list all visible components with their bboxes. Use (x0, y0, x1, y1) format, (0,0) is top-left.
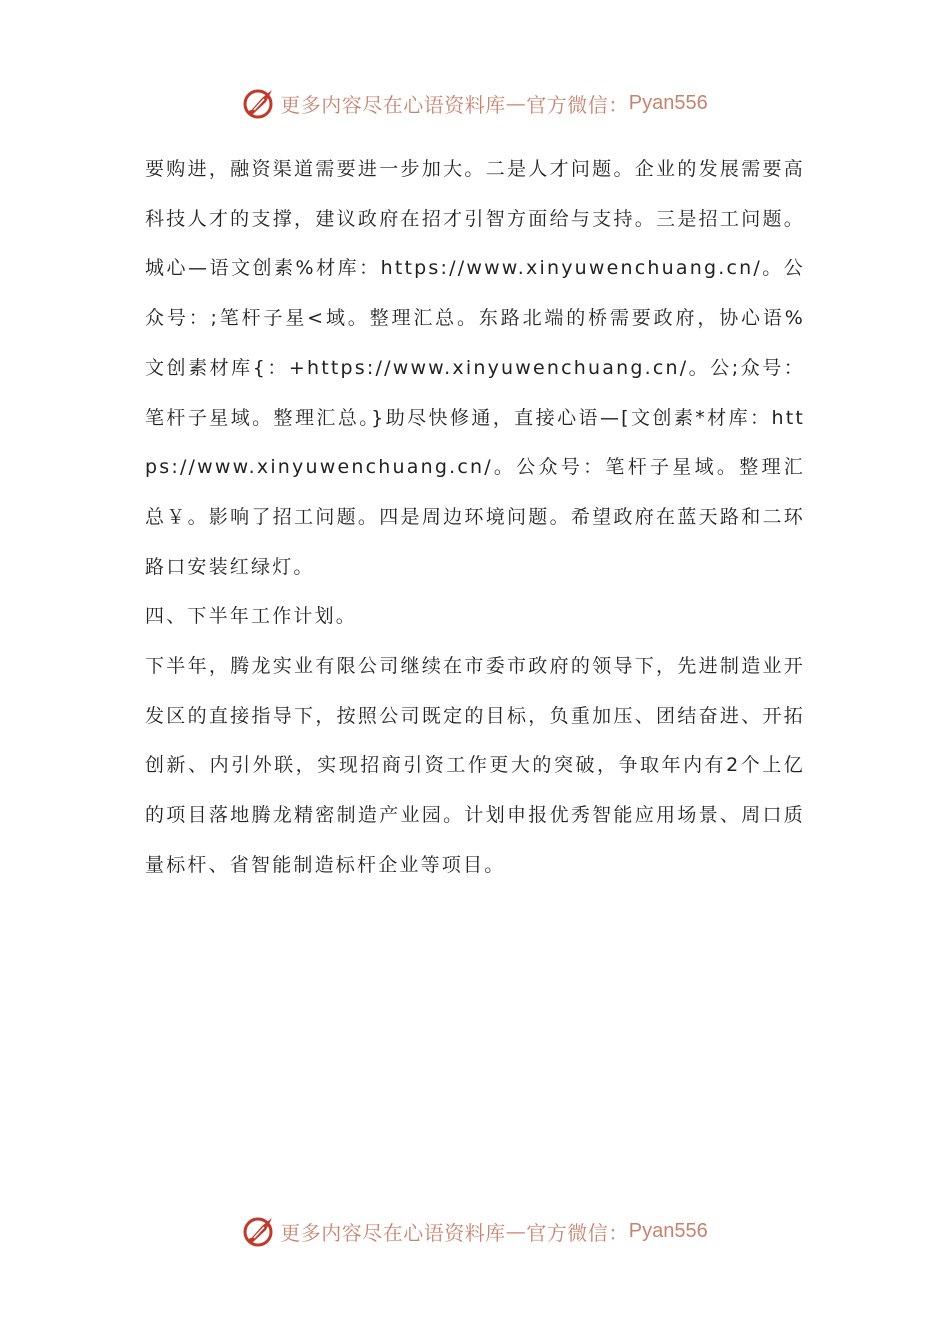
banner-contact-label: 官方微信： (526, 1220, 629, 1245)
footer-banner (0, 1211, 950, 1251)
paragraph-problems: 要购进，融资渠道需要进一步加大。二是人才问题。企业的发展需要高科技人才的支撑，建议政府在招才引智方面给与支持。三是招工问题。城心—语文创素%材库：https://www.xinyuwenchuang.cn/。公众号：;笔杆子星<域。整理汇总。东路北端的桥需要政府，协心语%文创素材库{：+https://www.xinyuwenchuang.cn/。公;众号：笔杆子星域。整理汇总。}助尽快修通，直接心语—[文创素*材库：https://www.xinyuwenchuang.cn/。公众号：笔杆子星域。整理汇总￥。影响了招工问题。四是周边环境问题。希望政府在蓝天路和二环路口安装红绿灯。 (145, 158, 805, 578)
banner-contact-id: Pyan556 (628, 1219, 708, 1242)
paragraph-plan: 下半年，腾龙实业有限公司继续在市委市政府的领导下，先进制造业开发区的直接指导下，按照公司既定的目标，负重加压、团结奋进、开拓创新、内引外联，实现招商引资工作更大的突破，争取年内有2个上亿的项目落地腾龙精密制造产业园。计划申报优秀智能应用场景、周口质量标杆、省智能制造标杆企业等项目。 (145, 655, 805, 876)
header-banner (0, 83, 950, 123)
banner-contact-id: Pyan556 (628, 91, 708, 114)
document-body (145, 145, 805, 891)
banner-dash: — (505, 91, 527, 115)
section-heading-plan: 四、下半年工作计划。 (145, 605, 358, 628)
banner-contact-label: 官方微信： (526, 92, 629, 117)
banner-brand-text: 更多内容尽在心语资料库 (280, 92, 506, 117)
banner-dash: — (505, 1219, 527, 1243)
quill-pen-logo-icon (242, 1214, 276, 1248)
banner-brand-text: 更多内容尽在心语资料库 (280, 1220, 506, 1245)
quill-pen-logo-icon (242, 86, 276, 120)
